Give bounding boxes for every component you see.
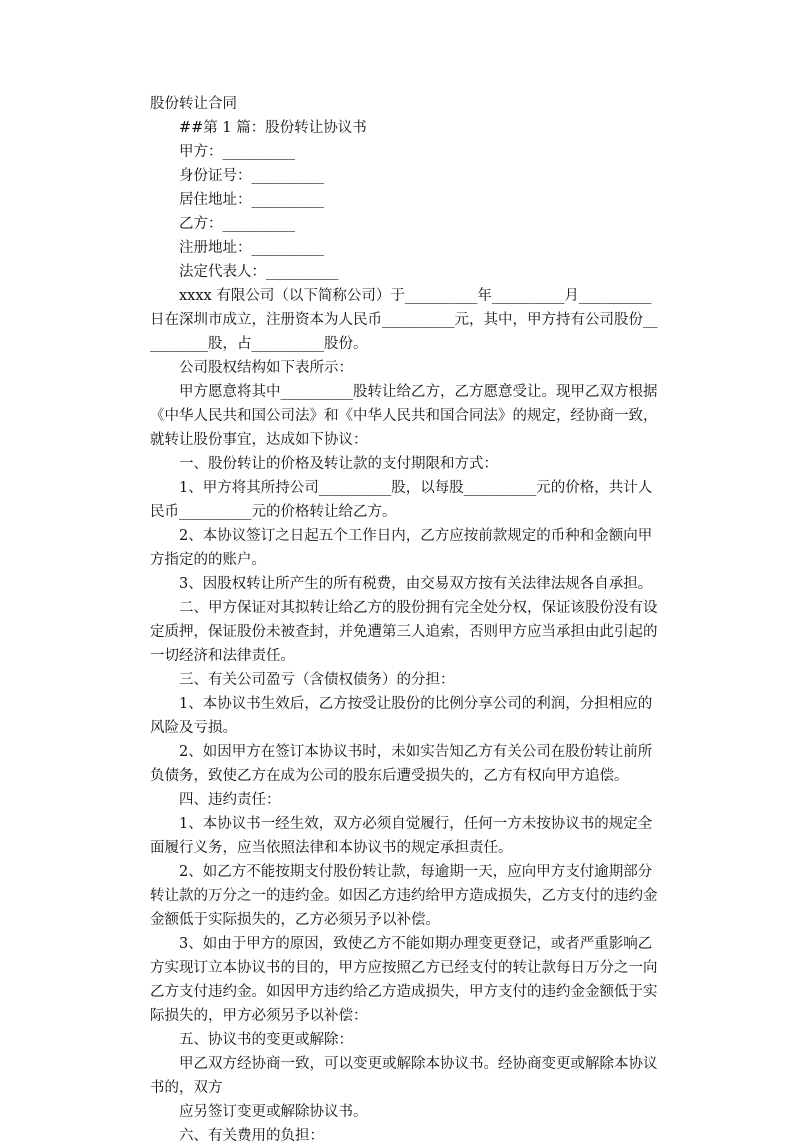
id-number-field: 身份证号：__________ (179, 168, 324, 184)
clause-4-heading: 四、违约责任： (179, 792, 281, 808)
clause-5-continuation: 应另签订变更或解除协议书。 (179, 1104, 368, 1120)
clause-5-paragraph: 甲乙双方经协商一致，可以变更或解除本协议书。经协商变更或解除本协议书的，双方 (150, 1056, 658, 1096)
legal-representative-field: 法定代表人：__________ (179, 264, 339, 280)
clause-1-item-1: 1、甲方将其所持公司__________股，以每股__________元的价格，共计人民币__________元的价格转让给乙方。 (150, 480, 653, 520)
clause-4-item-3: 3、如由于甲方的原因，致使乙方不能如期办理变更登记，或者严重影响乙方实现订立本协议书的目的，甲方应按照乙方已经支付的转让款每日万分之一向乙方支付违约金。如因甲方违约给乙方造成损失，甲方支付的违约金金额低于实际损失的，甲方必须另予以补偿： (150, 936, 658, 1024)
equity-structure-paragraph: 公司股权结构如下表所示： (179, 360, 353, 376)
document-title: 股份转让合同 (150, 96, 237, 112)
party-a-field: 甲方：__________ (179, 144, 295, 160)
clause-4-item-2: 2、如乙方不能按期支付股份转让款，每逾期一天，应向甲方支付逾期部分转让款的万分之一的违约金。如因乙方违约给甲方造成损失，乙方支付的违约金金额低于实际损失的，乙方必须另予以补偿。 (150, 864, 658, 928)
clause-1-heading: 一、股份转让的价格及转让款的支付期限和方式： (179, 456, 498, 472)
document-body (150, 92, 660, 1148)
residence-address-field: 居住地址：__________ (179, 192, 324, 208)
clause-3-heading: 三、有关公司盈亏（含债权债务）的分担： (179, 672, 455, 688)
section-heading: ##第 1 篇：股份转让协议书 (179, 120, 367, 136)
clause-1-item-2: 2、本协议签订之日起五个工作日内，乙方应按前款规定的币种和金额向甲方指定的的账户。 (150, 528, 653, 568)
company-intro-paragraph: xxxx 有限公司（以下简称公司）于__________年__________月__________日在深圳市成立，注册资本为人民币__________元，其中，甲方持有公司股份__________股，占__________股份。 (150, 288, 658, 352)
clause-5-heading: 五、协议书的变更或解除： (179, 1032, 353, 1048)
clause-6-heading: 六、有关费用的负担： (179, 1128, 324, 1144)
clause-4-item-1: 1、本协议书一经生效，双方必须自觉履行，任何一方未按协议书的规定全面履行义务，应当依照法律和本协议书的规定承担责任。 (150, 816, 653, 856)
registered-address-field: 注册地址：__________ (179, 240, 324, 256)
clause-3-item-2: 2、如因甲方在签订本协议书时，未如实告知乙方有关公司在股份转让前所负债务，致使乙方在成为公司的股东后遭受损失的，乙方有权向甲方追偿。 (150, 744, 653, 784)
clause-3-item-1: 1、本协议书生效后，乙方按受让股份的比例分享公司的利润，分担相应的风险及亏损。 (150, 696, 653, 736)
transfer-intent-paragraph: 甲方愿意将其中__________股转让给乙方，乙方愿意受让。现甲乙双方根据《中华人民共和国公司法》和《中华人民共和国合同法》的规定，经协商一致，就转让股份事宜，达成如下协议： (150, 384, 658, 448)
party-b-field: 乙方：__________ (179, 216, 295, 232)
clause-2-paragraph: 二、甲方保证对其拟转让给乙方的股份拥有完全处分权，保证该股份没有设定质押，保证股份未被查封，并免遭第三人追索，否则甲方应当承担由此引起的一切经济和法律责任。 (150, 600, 658, 664)
clause-1-item-3: 3、因股权转让所产生的所有税费，由交易双方按有关法律法规各自承担。 (179, 576, 653, 592)
